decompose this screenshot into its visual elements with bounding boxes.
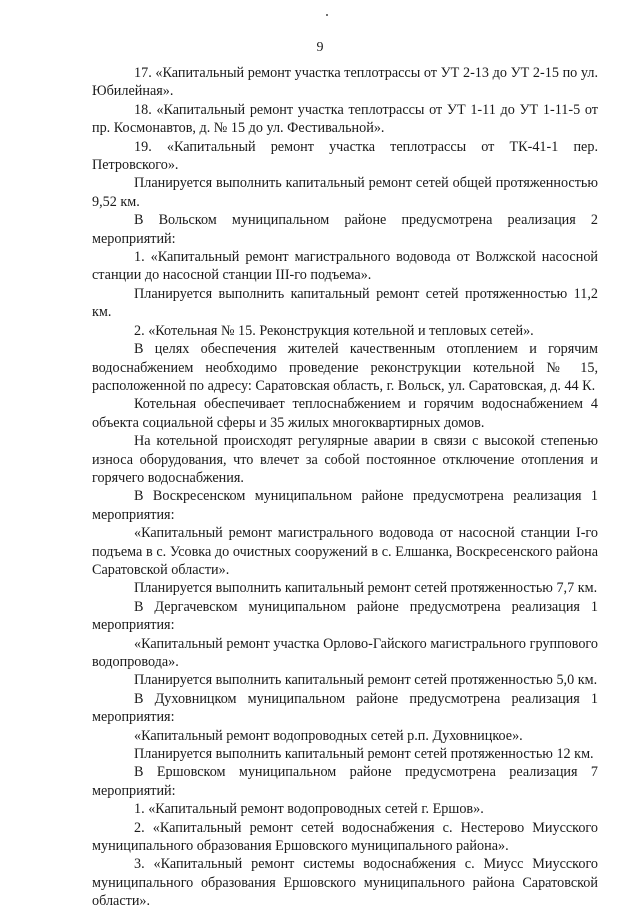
paragraph: 1. «Капитальный ремонт магистрального водовода от Волжской насосной станции до насосной станции III-го подъема». — [92, 249, 598, 284]
document-body — [92, 64, 598, 911]
paragraph: 19. «Капитальный ремонт участка теплотрассы от ТК-41-1 пер. Петровского». — [92, 138, 598, 174]
paragraph: «Капитальный ремонт магистрального водовода от насосной станции I-го подъема в с. Усовка до очистных сооружений в с. Елшанка, Воскресенского района Саратовской области». — [92, 525, 598, 578]
paragraph: 2. «Котельная № 15. Реконструкция котельной и тепловых сетей». — [134, 322, 534, 339]
paragraph: В Дергачевском муниципальном районе предусмотрена реализация 1 мероприятия: — [92, 598, 598, 634]
paragraph: В Духовницком муниципальном районе предусмотрена реализация 1 мероприятия: — [92, 690, 598, 726]
page-number: 9 — [316, 40, 324, 55]
paragraph: В Ершовском муниципальном районе предусмотрена реализация 7 мероприятий: — [92, 764, 598, 799]
paragraph: Планируется выполнить капитальный ремонт сетей протяженностью 11,2 км. — [92, 285, 598, 321]
paragraph: В целях обеспечения жителей качественным отоплением и горячим водоснабжением необходимо проведение реконструкции котельной № 15, расположенной по адресу: Саратовская область, г. Вольск, ул. Саратовская, д. 44 К. — [92, 341, 598, 394]
paragraph: 18. «Капитальный ремонт участка теплотрассы от УТ 1-11 до УТ 1-11-5 от пр. Космонавтов, д. № 15 до ул. Фестивальной». — [92, 101, 598, 137]
paragraph: 1. «Капитальный ремонт водопроводных сетей г. Ершов». — [134, 801, 484, 818]
paragraph: 3. «Капитальный ремонт системы водоснабжения с. Миусс Миусского муниципального образования Ершовского муниципального района Саратовской области». — [92, 856, 598, 910]
paragraph: В Вольском муниципальном районе предусмотрена реализация 2 мероприятий: — [92, 212, 598, 247]
paragraph: В Воскресенском муниципальном районе предусмотрена реализация 1 мероприятия: — [92, 488, 598, 523]
paragraph: Планируется выполнить капитальный ремонт сетей протяженностью 12 км. — [134, 746, 594, 763]
scan-dot — [326, 14, 328, 16]
paragraph: «Капитальный ремонт водопроводных сетей р.п. Духовницкое». — [134, 727, 523, 744]
paragraph: 2. «Капитальный ремонт сетей водоснабжения с. Нестерово Миусского муниципального образования Ершовского муниципального района». — [92, 819, 598, 855]
paragraph: «Капитальный ремонт участка Орлово-Гайского магистрального группового водопровода». — [92, 635, 598, 670]
paragraph: На котельной происходят регулярные аварии в связи с высокой степенью износа оборудования, что влечет за собой постоянное отключение отопления и горячего водоснабжения. — [92, 433, 598, 486]
paragraph: Котельная обеспечивает теплоснабжением и горячим водоснабжением 4 объекта социальной сферы и 35 жилых многоквартирных домов. — [92, 396, 598, 431]
paragraph: Планируется выполнить капитальный ремонт сетей протяженностью 7,7 км. — [134, 580, 598, 597]
paragraph: Планируется выполнить капитальный ремонт сетей общей протяженностью 9,52 км. — [92, 175, 598, 210]
paragraph: 17. «Капитальный ремонт участка теплотрассы от УТ 2-13 до УТ 2-15 по ул. Юбилейная». — [92, 65, 598, 100]
paragraph: Планируется выполнить капитальный ремонт сетей протяженностью 5,0 км. — [134, 672, 598, 689]
